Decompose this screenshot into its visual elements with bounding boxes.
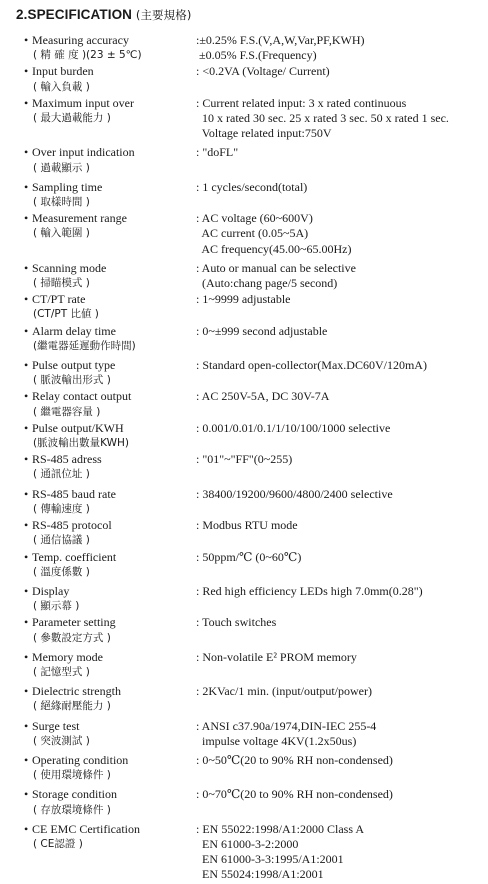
bullet-icon: •	[24, 718, 29, 733]
spec-label	[24, 518, 196, 548]
spec-label-chinese: ( CE認證 )	[33, 837, 83, 850]
spec-label-english-text: Alarm delay time	[32, 323, 116, 338]
spec-row	[24, 719, 484, 749]
spec-label-chinese: ( 使用環境條件 )	[33, 769, 111, 782]
spec-value-line: EN 61000-3-3:1995/A1:2001	[196, 852, 344, 867]
spec-value-line: : 50ppm/℃ (0~60℃)	[196, 549, 302, 564]
spec-value	[196, 452, 484, 482]
bullet-icon: •	[24, 64, 29, 79]
spec-label-chinese: ( 通訊位址 )	[33, 468, 90, 481]
spec-label	[24, 452, 196, 482]
spec-label-english	[24, 753, 196, 768]
spec-label-english-text: Pulse output/KWH	[32, 420, 124, 435]
spec-label-english	[24, 615, 196, 630]
spec-row	[24, 33, 484, 63]
spec-label-english-text: Measuring accuracy	[32, 33, 129, 47]
bullet-icon: •	[24, 323, 29, 338]
spec-label-english-text: CT/PT rate	[32, 292, 86, 307]
bullet-icon: •	[24, 649, 29, 664]
bullet-icon: •	[24, 358, 29, 373]
spec-label-english-text: Surge test	[32, 718, 80, 733]
spec-label-english	[24, 421, 196, 436]
spec-value-line: : AC voltage (60~600V)	[196, 211, 313, 226]
spec-value	[196, 822, 484, 883]
spec-row	[24, 292, 484, 322]
spec-label-chinese: ( 絕緣耐壓能力 )	[33, 700, 111, 713]
spec-label-chinese: ( 掃瞄模式 )	[33, 277, 90, 290]
bullet-icon: •	[24, 787, 29, 802]
spec-label	[24, 584, 196, 614]
spec-label	[24, 753, 196, 783]
spec-label-chinese: ( 溫度係數 )	[33, 565, 90, 578]
spec-label-chinese: (CT/PT 比値 )	[33, 308, 99, 321]
spec-value	[196, 358, 484, 388]
spec-label-english-text: Dielectric strength	[32, 684, 121, 699]
spec-value	[196, 211, 484, 257]
spec-value-line: EN 61000-3-2:2000	[196, 836, 299, 851]
spec-label	[24, 211, 196, 257]
spec-value-line: Voltage related input:750V	[196, 126, 332, 141]
spec-label-english	[24, 64, 196, 79]
bullet-icon: •	[24, 211, 29, 226]
spec-value	[196, 324, 484, 354]
specification-list	[24, 33, 484, 884]
spec-label-english-text: Storage condition	[32, 787, 117, 802]
spec-label-english	[24, 822, 196, 837]
spec-label-english	[24, 650, 196, 665]
spec-label	[24, 96, 196, 142]
spec-label-chinese: ( 存放環境條件 )	[33, 803, 111, 816]
spec-label-chinese: ( 記憶型式 )	[33, 665, 90, 678]
spec-label-chinese: ( 輸入負載 )	[33, 80, 90, 93]
bullet-icon: •	[24, 292, 29, 307]
spec-label	[24, 719, 196, 749]
spec-label-english-text: Sampling time	[32, 179, 103, 194]
spec-label-english	[24, 684, 196, 699]
spec-value-line: :±0.25% F.S.(V,A,W,Var,PF,KWH)	[196, 33, 365, 47]
spec-label	[24, 487, 196, 517]
spec-value-line: : 1 cycles/second(total)	[196, 179, 308, 194]
spec-value	[196, 684, 484, 714]
spec-row	[24, 421, 484, 451]
spec-value-line: AC frequency(45.00~65.00Hz)	[196, 241, 352, 256]
spec-label-chinese: ( 顯示幕 )	[33, 600, 80, 613]
spec-value-line: : ANSI c37.90a/1974,DIN-IEC 255-4	[196, 718, 377, 733]
bullet-icon: •	[24, 486, 29, 501]
bullet-icon: •	[24, 179, 29, 194]
spec-row	[24, 64, 484, 94]
spec-label-chinese: ( 輸入範圍 )	[33, 227, 90, 240]
spec-value	[196, 753, 484, 783]
section-heading	[16, 7, 191, 23]
spec-label	[24, 180, 196, 210]
bullet-icon: •	[24, 33, 29, 47]
spec-value-line: : Non-volatile E² PROM memory	[196, 649, 357, 664]
spec-value-line: : <0.2VA (Voltage/ Current)	[196, 64, 330, 79]
spec-row	[24, 358, 484, 388]
spec-label	[24, 550, 196, 580]
spec-value-line: : 2KVac/1 min. (input/output/power)	[196, 684, 372, 699]
spec-label-chinese: ( 過載顯示 )	[33, 161, 90, 174]
spec-value	[196, 389, 484, 419]
bullet-icon: •	[24, 518, 29, 533]
spec-label-english	[24, 145, 196, 160]
section-title: 2.SPECIFICATION	[16, 7, 133, 22]
spec-label-english-text: Parameter setting	[32, 615, 116, 630]
spec-row	[24, 452, 484, 482]
spec-label-english	[24, 518, 196, 533]
spec-label-english	[24, 787, 196, 802]
spec-label-english	[24, 550, 196, 565]
bullet-icon: •	[24, 95, 29, 110]
spec-label	[24, 324, 196, 354]
spec-label	[24, 33, 196, 63]
spec-value-line: : 0.001/0.01/0.1/1/10/100/1000 selective	[196, 420, 391, 435]
spec-label	[24, 145, 196, 175]
spec-label-english	[24, 487, 196, 502]
spec-value	[196, 261, 484, 291]
spec-label	[24, 615, 196, 645]
spec-row	[24, 684, 484, 714]
spec-value-line: : 0~70℃(20 to 90% RH non-condensed)	[196, 787, 393, 802]
bullet-icon: •	[24, 420, 29, 435]
spec-label-english-text: Maximum input over	[32, 95, 134, 110]
spec-label-chinese: (脈波輸出數量KWH)	[33, 437, 129, 450]
spec-label-english-text: Measurement range	[32, 211, 127, 226]
bullet-icon: •	[24, 684, 29, 699]
spec-value-line: : Touch switches	[196, 615, 277, 630]
spec-label	[24, 787, 196, 817]
spec-row	[24, 615, 484, 645]
spec-label-chinese: ( 參數設定方式 )	[33, 631, 111, 644]
spec-value	[196, 584, 484, 614]
spec-label-english-text: Temp. coefficient	[32, 549, 117, 564]
spec-label-english-text: Scanning mode	[32, 260, 107, 275]
spec-value	[196, 487, 484, 517]
spec-row	[24, 211, 484, 257]
spec-label-english	[24, 211, 196, 226]
spec-label	[24, 261, 196, 291]
spec-label	[24, 421, 196, 451]
bullet-icon: •	[24, 821, 29, 836]
spec-label-english-text: CE EMC Certification	[32, 821, 140, 836]
spec-value	[196, 518, 484, 548]
spec-value	[196, 421, 484, 451]
bullet-icon: •	[24, 452, 29, 467]
spec-label-english	[24, 358, 196, 373]
spec-label-english	[24, 452, 196, 467]
spec-label-english-text: Memory mode	[32, 649, 103, 664]
spec-value-line: impulse voltage 4KV(1.2x50us)	[196, 733, 357, 748]
spec-label-english-text: RS-485 baud rate	[32, 486, 116, 501]
spec-label-chinese: ( 精 確 度 )(23 ± 5℃)	[33, 49, 142, 62]
spec-label-english	[24, 719, 196, 734]
spec-label-english-text: Pulse output type	[32, 358, 116, 373]
spec-value	[196, 64, 484, 94]
spec-row	[24, 550, 484, 580]
spec-label	[24, 292, 196, 322]
spec-row	[24, 650, 484, 680]
spec-label-chinese: ( 繼電器容量 )	[33, 405, 101, 418]
bullet-icon: •	[24, 145, 29, 160]
spec-row	[24, 261, 484, 291]
spec-label-english	[24, 584, 196, 599]
spec-label	[24, 822, 196, 883]
spec-value-line: : Red high efficiency LEDs high 7.0mm(0.28")	[196, 583, 423, 598]
bullet-icon: •	[24, 260, 29, 275]
spec-row	[24, 822, 484, 883]
spec-value-line: : Auto or manual can be selective	[196, 260, 356, 275]
spec-label-chinese: ( 傳輸速度 )	[33, 502, 90, 515]
spec-value	[196, 292, 484, 322]
spec-label-english-text: Relay contact output	[32, 389, 132, 404]
bullet-icon: •	[24, 615, 29, 630]
spec-value-line: 10 x rated 30 sec. 25 x rated 3 sec. 50 x rated 1 sec.	[196, 111, 449, 126]
spec-row	[24, 753, 484, 783]
spec-row	[24, 389, 484, 419]
bullet-icon: •	[24, 752, 29, 767]
spec-value-line: : 1~9999 adjustable	[196, 292, 291, 307]
spec-label-english	[24, 180, 196, 195]
spec-label-chinese: ( 通信協議 )	[33, 534, 90, 547]
spec-label-english	[24, 33, 196, 48]
spec-value-line: : "doFL"	[196, 145, 239, 160]
spec-value-line: (Auto:chang page/5 second)	[196, 276, 338, 291]
spec-label-english-text: Operating condition	[32, 752, 129, 767]
spec-value-line: : EN 55022:1998/A1:2000 Class A	[196, 821, 365, 836]
spec-row	[24, 487, 484, 517]
bullet-icon: •	[24, 549, 29, 564]
spec-row	[24, 145, 484, 175]
spec-value	[196, 180, 484, 210]
spec-label	[24, 650, 196, 680]
spec-label-english	[24, 389, 196, 404]
spec-value	[196, 33, 484, 63]
spec-value-line: AC current (0.05~5A)	[196, 226, 309, 241]
spec-row	[24, 324, 484, 354]
spec-value-line: : 38400/19200/9600/4800/2400 selective	[196, 486, 393, 501]
spec-label	[24, 389, 196, 419]
spec-value	[196, 145, 484, 175]
spec-row	[24, 180, 484, 210]
bullet-icon: •	[24, 389, 29, 404]
spec-row	[24, 96, 484, 142]
spec-label-chinese: ( 脈波輸出形式 )	[33, 374, 111, 387]
spec-value-line: : 0~±999 second adjustable	[196, 323, 328, 338]
spec-value	[196, 650, 484, 680]
spec-value-line: ±0.05% F.S.(Frequency)	[196, 48, 317, 63]
spec-value-line: : Modbus RTU mode	[196, 518, 298, 533]
spec-label	[24, 684, 196, 714]
spec-value	[196, 550, 484, 580]
spec-label-english	[24, 96, 196, 111]
spec-label-english	[24, 292, 196, 307]
spec-row	[24, 787, 484, 817]
spec-label-english-text: Input burden	[32, 64, 94, 79]
section-subtitle: (主要規格)	[135, 8, 192, 22]
spec-value-line: : Standard open-collector(Max.DC60V/120mA)	[196, 358, 427, 373]
spec-label-english	[24, 261, 196, 276]
spec-row	[24, 518, 484, 548]
spec-label	[24, 358, 196, 388]
spec-label-english-text: RS-485 adress	[32, 452, 102, 467]
spec-value	[196, 787, 484, 817]
spec-label	[24, 64, 196, 94]
spec-row	[24, 584, 484, 614]
spec-label-chinese: (繼電器延遲動作時間)	[33, 339, 136, 352]
spec-value	[196, 615, 484, 645]
spec-label-chinese: ( 突波測試 )	[33, 734, 90, 747]
bullet-icon: •	[24, 583, 29, 598]
spec-value-line: : "01"~"FF"(0~255)	[196, 452, 293, 467]
spec-value-line: : AC 250V-5A, DC 30V-7A	[196, 389, 330, 404]
spec-value-line: : Current related input: 3 x rated continuous	[196, 95, 407, 110]
spec-label-english	[24, 324, 196, 339]
spec-value-line: : 0~50℃(20 to 90% RH non-condensed)	[196, 752, 393, 767]
spec-label-chinese: ( 取樣時間 )	[33, 196, 90, 209]
spec-value-line: EN 55024:1998/A1:2001	[196, 867, 324, 882]
spec-label-chinese: ( 最大過載能力 )	[33, 112, 111, 125]
spec-label-english-text: RS-485 protocol	[32, 518, 112, 533]
spec-value	[196, 719, 484, 749]
spec-label-english-text: Display	[32, 583, 70, 598]
spec-label-english-text: Over input indication	[32, 145, 135, 160]
spec-value	[196, 96, 484, 142]
